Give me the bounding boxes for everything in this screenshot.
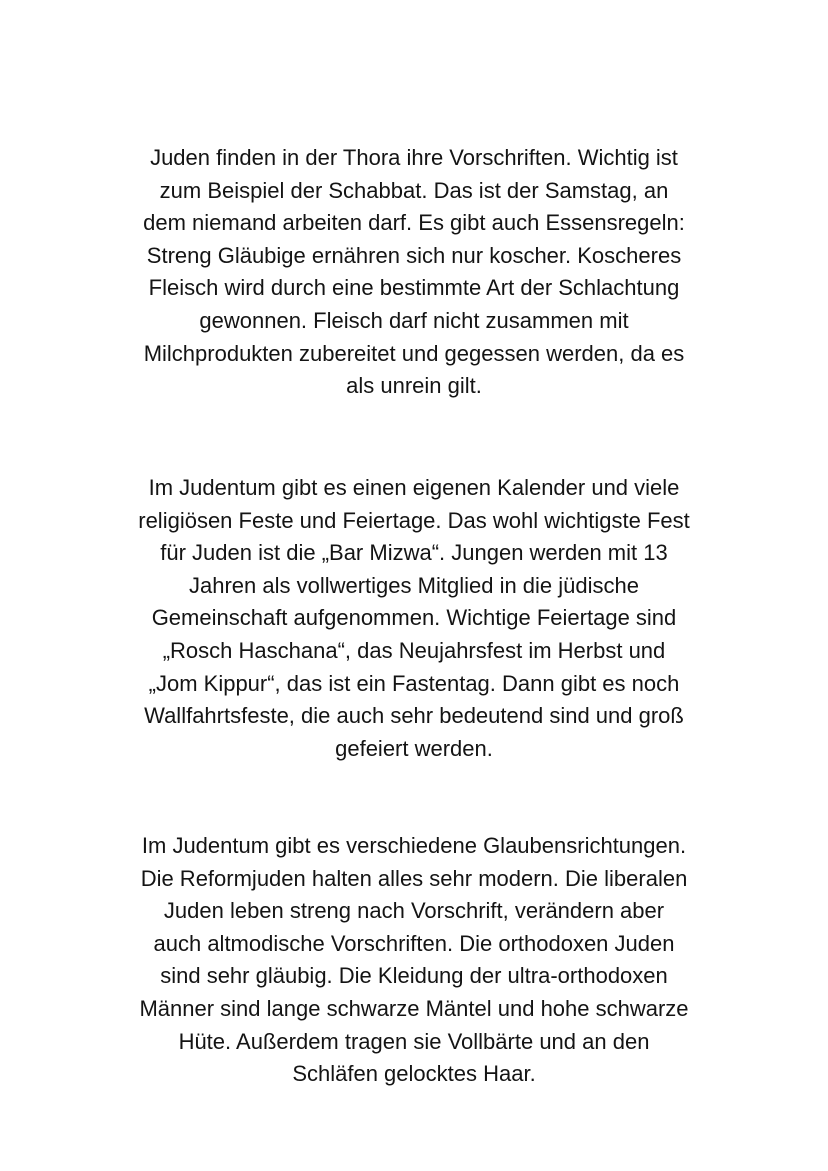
text-line: Juden leben streng nach Vorschrift, verändern aber bbox=[163, 898, 665, 924]
text-line: für Juden ist die „Bar Mizwa“. Jungen werden mit 13 bbox=[160, 540, 668, 566]
text-line: auch altmodische Vorschriften. Die orthodoxen Juden bbox=[153, 930, 675, 956]
text-line: „Jom Kippur“, das ist ein Fastentag. Dann gibt es noch bbox=[148, 670, 680, 696]
text-line: Wallfahrtsfeste, die auch sehr bedeutend sind und groß bbox=[144, 703, 684, 729]
text-line: Im Judentum gibt es verschiedene Glaubensrichtungen. bbox=[141, 833, 687, 858]
paragraph-calendar-holidays bbox=[0, 472, 828, 765]
text-line: als unrein gilt. bbox=[346, 373, 482, 399]
text-line: religiösen Feste und Feiertage. Das wohl wichtigste Fest bbox=[138, 507, 690, 533]
text-line: zum Beispiel der Schabbat. Das ist der Samstag, an bbox=[159, 177, 669, 203]
text-line: gefeiert werden. bbox=[335, 735, 493, 761]
text-line: Hüte. Außerdem tragen sie Vollbärte und an den bbox=[178, 1028, 650, 1054]
text-line: Streng Gläubige ernähren sich nur koscher. Koscheres bbox=[146, 242, 682, 268]
text-line: sind sehr gläubig. Die Kleidung der ultra-orthodoxen bbox=[160, 963, 668, 989]
text-line: Die Reformjuden halten alles sehr modern. Die liberalen bbox=[140, 865, 688, 891]
text-line: Schläfen gelocktes Haar. bbox=[292, 1061, 536, 1087]
text-line: dem niemand arbeiten darf. Es gibt auch Essensregeln: bbox=[143, 210, 685, 236]
text-line: Milchprodukten zubereitet und gegessen werden, da es bbox=[143, 340, 685, 366]
text-line: Fleisch wird durch eine bestimmte Art der Schlachtung bbox=[148, 275, 680, 301]
text-line: gewonnen. Fleisch darf nicht zusammen mit bbox=[199, 307, 629, 333]
text-line: Gemeinschaft aufgenommen. Wichtige Feiertage sind bbox=[151, 605, 677, 631]
text-line: Im Judentum gibt es einen eigenen Kalender und viele bbox=[148, 475, 680, 500]
text-line: „Rosch Haschana“, das Neujahrsfest im Herbst und bbox=[162, 637, 666, 663]
paragraph-denominations bbox=[0, 830, 828, 1091]
text-line: Männer sind lange schwarze Mäntel und hohe schwarze bbox=[139, 995, 689, 1021]
text-line: Juden finden in der Thora ihre Vorschriften. Wichtig ist bbox=[150, 145, 678, 170]
text-line: Jahren als vollwertiges Mitglied in die jüdische bbox=[188, 572, 639, 598]
paragraph-thora-rules bbox=[0, 142, 828, 403]
